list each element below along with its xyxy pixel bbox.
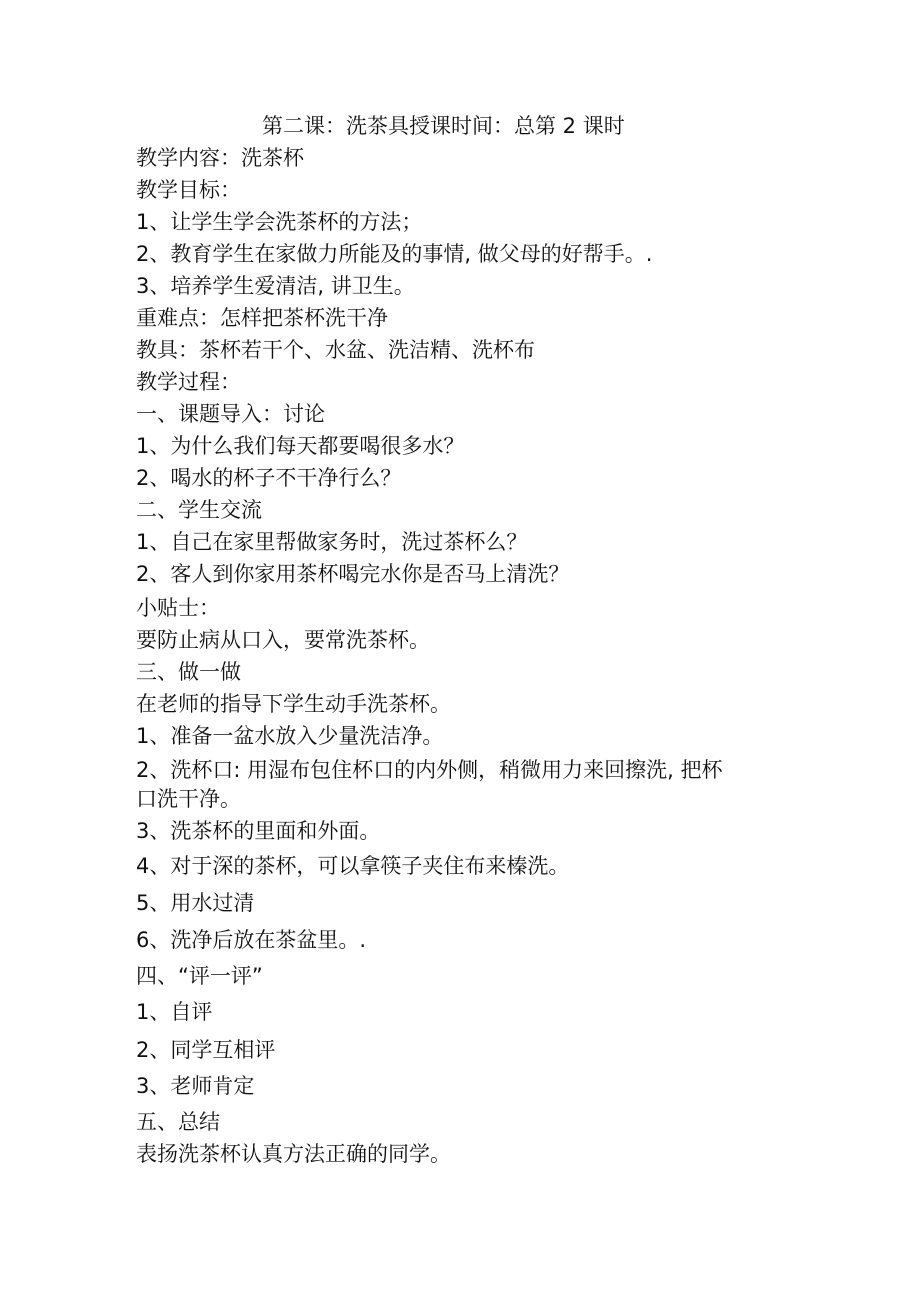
text-line: 1、为什么我们每天都要喝很多水？ bbox=[136, 434, 465, 458]
text-line: 1、让学生学会洗茶杯的方法； bbox=[136, 210, 423, 234]
text-line: 教学目标： bbox=[136, 178, 241, 202]
text-line: 2、洗杯口: 用湿布包住杯口的内外侧，稍微用力来回擦洗, 把杯 bbox=[136, 758, 723, 782]
text-line: 表扬洗茶杯认真方法正确的同学。 bbox=[136, 1142, 451, 1166]
text-line: 5、用水过清 bbox=[136, 891, 255, 915]
text-line: 口洗干净。 bbox=[136, 787, 241, 811]
text-line: 重难点：怎样把茶杯洗干净 bbox=[136, 306, 388, 330]
text-line: 三、做一做 bbox=[136, 660, 241, 684]
text-line: 四、“评一评” bbox=[136, 964, 263, 988]
text-line: 1、自己在家里帮做家务时，洗过茶杯么？ bbox=[136, 530, 528, 554]
page-title: 第二课：洗茶具授课时间：总第 2 课时 bbox=[262, 114, 625, 138]
text-line: 2、教育学生在家做力所能及的事情, 做父母的好帮手。. bbox=[136, 242, 653, 266]
text-line: 要防止病从口入，要常洗茶杯。 bbox=[136, 628, 430, 652]
text-line: 二、学生交流 bbox=[136, 498, 262, 522]
text-line: 在老师的指导下学生动手洗茶杯。 bbox=[136, 692, 451, 716]
text-line: 1、准备一盆水放入少量洗洁净。 bbox=[136, 724, 444, 748]
text-line: 教学过程： bbox=[136, 370, 241, 394]
text-line: 教学内容：洗茶杯 bbox=[136, 146, 304, 170]
text-line: 一、课题导入：讨论 bbox=[136, 402, 325, 426]
text-line: 6、洗净后放在茶盆里。. bbox=[136, 928, 367, 952]
text-line: 3、培养学生爱清洁, 讲卫生。 bbox=[136, 274, 415, 298]
text-line: 2、同学互相评 bbox=[136, 1038, 276, 1062]
text-line: 小贴士： bbox=[136, 596, 220, 620]
text-line: 2、喝水的杯子不干净行么？ bbox=[136, 466, 402, 490]
text-line: 4、对于深的茶杯，可以拿筷子夹住布来榛洗。 bbox=[136, 854, 570, 878]
text-line: 2、客人到你家用茶杯喝完水你是否马上清洗？ bbox=[136, 562, 570, 586]
text-line: 五、总结 bbox=[136, 1110, 220, 1134]
text-line: 教具：茶杯若干个、水盆、洗洁精、洗杯布 bbox=[136, 338, 535, 362]
text-line: 3、洗茶杯的里面和外面。 bbox=[136, 819, 381, 843]
text-line: 1、自评 bbox=[136, 1000, 213, 1024]
text-line: 3、老师肯定 bbox=[136, 1074, 255, 1098]
